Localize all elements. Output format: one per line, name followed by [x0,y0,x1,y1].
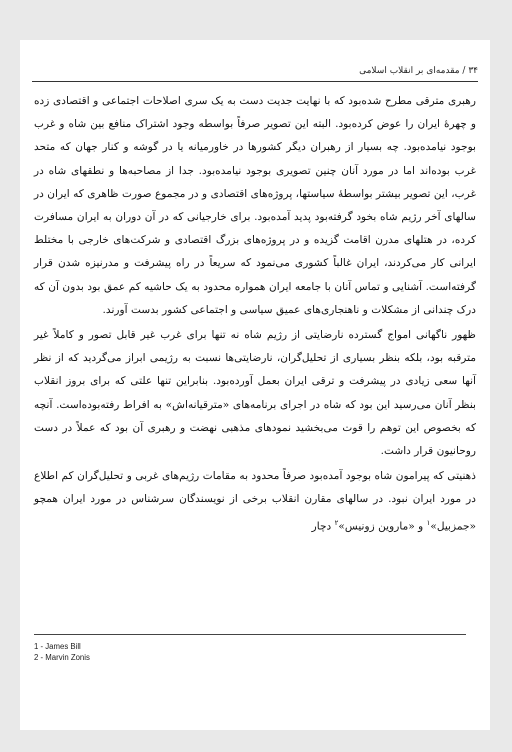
paragraph-3-end: دچار [311,520,335,533]
footnotes [34,642,90,664]
paragraph-2: ظهور ناگهانی امواج گسترده نارضایتی از رژیم شاه نه تنها برای غرب غیر قابل تصور و کاملاً غیر مترقبه بود، بلکه بنظر بسیاری از تحلیل‌گران، نارضایتی‌ها نسبت به رژیمی ابراز می‌گردید که از نظر آنها سعی زیادی در پیشرفت و ترقی ایران بعمل آورده‌بود. بنابراین تنها علتی که برای بروز انقلاب بنظر آنان می‌رسید این بود که شاه در اجرای برنامه‌های «مترقیانه‌اش» به افراط رفته‌بوده‌است. آنچه که بخصوص این توهم را قوت می‌بخشید نمودهای مذهبی نهضت و رهبری آن بود که عملاً در دست روحانیون قرار داشت. [34,329,476,458]
footnote-rule [34,634,466,635]
book-page [20,40,490,730]
running-header-title: ۳۴ / مقدمه‌ای بر انقلاب اسلامی [359,66,478,76]
footnote-1: 1 - James Bill [34,642,81,651]
paragraph-1: رهبری مترقی مطرح شده‌بود که با نهایت جدیت دست به یک سری اصلاحات اجتماعی و اقتصادی زده و چهرهٔ ایران را عوض کرده‌بود. البته این تصویر صرفاً بواسطه وجود اشتراک منافع بین شاه و غرب بوجود نیامده‌بود. چه بسیار از رهبران دیگر کشورها در خاورمیانه یا در گوشه و کنار جهان که متحد غرب بوده‌اند اما در مورد آنان چنین تصویری بوجود نیامده‌بود. جدا از مصاحبه‌ها و نطقهای شاه در غرب، این تصویر بیشتر بواسطهٔ سیاستها، پروژه‌های اقتصادی و در مجموع صورت ظاهری که ایران در سالهای آخر رژیم شاه بخود گرفته‌بود پدید آمده‌بود. برای خارجیانی که در آن دوران به ایران مسافرت کرده، در هتلهای مدرن اقامت گزیده و در پروژه‌های بزرگ اقتصادی و شرکت‌های خارجی با مختلط ایرانی کار می‌کردند، ایران غالباً کشوری می‌نمود که سریعاً در راه پیشرفت و مدرنیزه شدن قرار گرفته‌است. آشنایی و تماس آنان با جامعه ایران همواره محدود به یک حاشیه کم عمق بود بدون آن که درک چندانی از مشکلات و ناهنجاری‌های عمیق سیاسی و اجتماعی کشور بدست آورند. [34,95,476,316]
paragraph-3-text: ذهنیتی که پیرامون شاه بوجود آمده‌بود صرفاً محدود به مقامات رژیم‌های غربی و تحلیل‌گران کم اطلاع در مورد ایران نبود. در سالهای مقارن انقلاب برخی از نویسندگان سرشناس در مورد ایران همچو «جمزبیل» [34,470,476,533]
footnote-2: 2 - Marvin Zonis [34,653,90,662]
body-text [34,90,476,630]
paragraph-3 [34,465,476,538]
paragraph-3-middle: و «ماروین زونیس» [338,520,427,533]
footnote-ref-2: ۲ [334,518,339,527]
header-rule [32,81,478,82]
footnote-ref-1: ۱ [426,518,431,527]
page-header [32,64,478,82]
